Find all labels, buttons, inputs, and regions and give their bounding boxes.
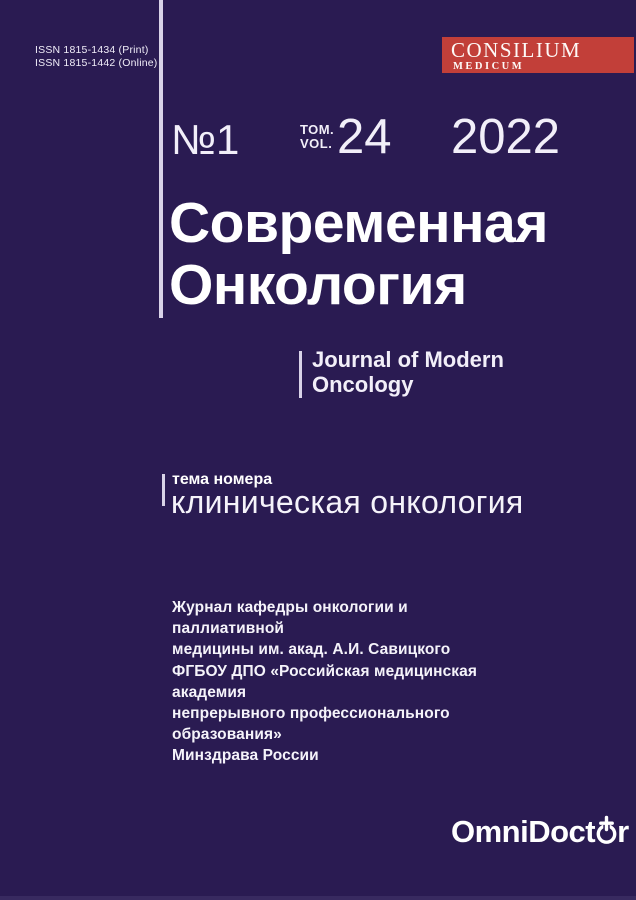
issn-block (35, 44, 158, 70)
journal-subtitle-line1: Journal of Modern (312, 347, 504, 372)
volume-labels (300, 123, 334, 151)
volume-label-en: VOL. (300, 136, 333, 151)
volume-label-ru: ТОМ. (300, 122, 335, 137)
affiliation-line: ФГБОУ ДПО «Российская медицинская академия (172, 662, 478, 701)
affiliation-line: Журнал кафедры онкологии и паллиативной (172, 599, 408, 638)
publisher-badge-line2: MEDICUM (453, 61, 525, 72)
publisher-badge (442, 37, 634, 73)
affiliation-block (172, 597, 512, 767)
affiliation-line: непрерывного профессионального образования» (172, 705, 450, 744)
journal-title (169, 192, 548, 316)
omnidoctor-logo-prefix: OmniDoct (451, 814, 596, 849)
theme-label: тема номера (172, 471, 273, 488)
issn-online: ISSN 1815-1442 (Online) (35, 57, 158, 69)
journal-title-line1: Современная (169, 191, 548, 255)
subtitle-rule (299, 351, 302, 398)
journal-subtitle-line2: Oncology (312, 372, 414, 397)
volume-number: 24 (337, 110, 392, 164)
omnidoctor-logo-suffix: r (617, 814, 629, 849)
bottom-edge-strip (0, 896, 636, 900)
circle-plus-o-icon (595, 814, 617, 849)
issue-year: 2022 (451, 110, 561, 164)
theme-value: клиническая онкология (171, 484, 524, 520)
publisher-badge-line1: CONSILIUM (451, 38, 582, 62)
issue-number: №1 (171, 116, 240, 163)
omnidoctor-logo (451, 815, 629, 849)
left-rule (159, 0, 163, 318)
affiliation-line: медицины им. акад. А.И. Савицкого (172, 641, 451, 659)
affiliation-line: Минздрава России (172, 747, 319, 765)
theme-rule (162, 474, 165, 506)
journal-title-line2: Онкология (169, 253, 467, 317)
journal-subtitle (312, 347, 504, 397)
issn-print: ISSN 1815-1434 (Print) (35, 44, 149, 56)
